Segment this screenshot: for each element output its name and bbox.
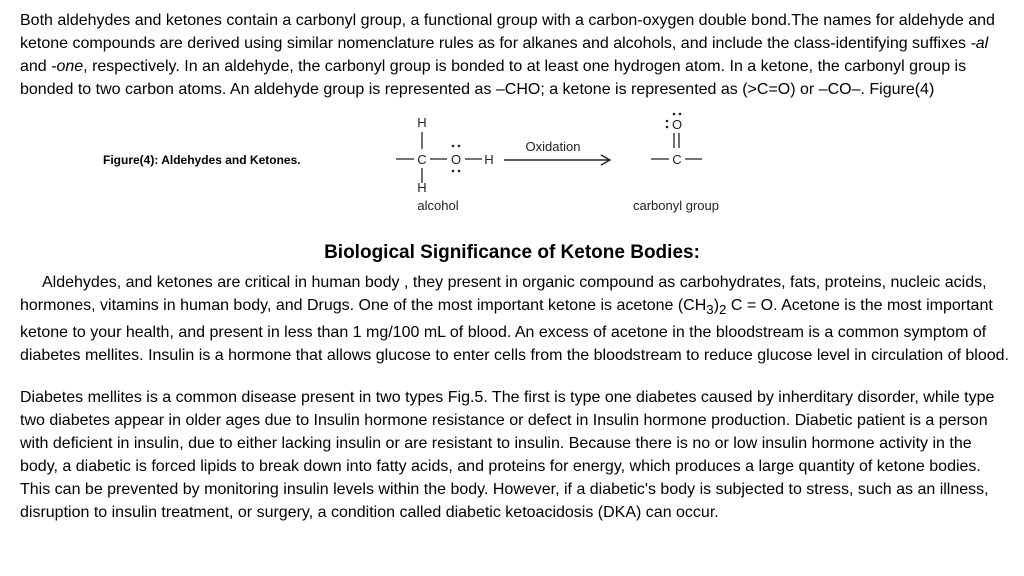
suffix-one: -one xyxy=(51,58,84,75)
lone-pair-dot xyxy=(458,170,461,173)
lone-pair-dot xyxy=(458,145,461,148)
lone-pair-dot xyxy=(452,170,455,173)
atom-c-left: C xyxy=(417,152,427,167)
atom-h-right: H xyxy=(484,152,494,167)
suffix-al: -al xyxy=(970,35,989,52)
atom-o-left: O xyxy=(450,152,462,167)
lone-pair-dot xyxy=(666,120,669,123)
subscript-2: 2 xyxy=(719,302,727,318)
lone-pair-dot xyxy=(666,126,669,129)
label-carbonyl-group: carbonyl group xyxy=(633,198,719,213)
atom-h-bottom: H xyxy=(417,180,427,195)
p1-text-b: ) xyxy=(713,297,720,314)
label-alcohol: alcohol xyxy=(417,198,459,213)
lone-pair-dot xyxy=(679,113,682,116)
subscript-3: 3 xyxy=(706,302,714,318)
lone-pair-dot xyxy=(452,145,455,148)
atom-c-right: C xyxy=(672,152,682,167)
figure-caption: Figure(4): Aldehydes and Ketones. xyxy=(103,153,301,167)
intro-text-1: Both aldehydes and ketones contain a carbonyl group, a functional group with a carbon-oxygen double bond.The names for aldehyde and ketone compounds are derived using similar nomenclature rules as for alkanes and alcohols, and include the class-identifying suffixes xyxy=(20,12,995,52)
body-paragraph-2: Diabetes mellites is a common disease present in two types Fig.5. The first is type one diabetes caused by inherditary disorder, while type two diabetes appear in older ages due to Insulin hormone resistance or defect in Insulin hormone production. Diabetic patient is a person with deficient in insulin, due to either lacking insulin or are resistant to insulin. Because there is no or low insulin hormone activity in the body, a diabetic is forced lipids to break down into fatty acids, and proteins for energy, which produces a large quantity of ketone bodies. This can be prevented by monitoring insulin levels within the body. However, if a diabetic's body is subjected to stress, such as an illness, disruption to insulin treatment, or surgery, a condition called diabetic ketoacidosis (DKA) can occur. xyxy=(20,389,995,521)
intro-and: and xyxy=(20,58,52,75)
atom-o-right: O xyxy=(671,117,683,132)
atom-h-top: H xyxy=(417,115,427,130)
intro-text-2: , respectively. In an aldehyde, the carbonyl group is bonded to at least one hydrogen atom. In a ketone, the carbonyl group is bonded to two carbon atoms. An aldehyde group is represented as –CHO; a ketone is represented as (>C=O) or –CO–. Figure(4) xyxy=(20,58,967,98)
lone-pair-dot xyxy=(673,113,676,116)
body-paragraph-1 xyxy=(20,271,1012,367)
arrow-label: Oxidation xyxy=(525,139,581,154)
intro-paragraph xyxy=(20,9,1012,101)
p1-text-a: Aldehydes, and ketones are critical in human body , they present in organic compound as carbohydrates, fats, proteins, nucleic acids, hormones, vitamins in human body, and Drugs. One of the most important ketone is acetone (CH xyxy=(20,274,987,314)
oxidation-diagram xyxy=(380,108,760,218)
p1-text-c: C = O. Acetone is the most important ketone to your health, and present in less than 1 mg/100 mL of blood. An excess of acetone in the bloodstream is a common symptom of diabetes mellites. Insulin is a hormone that allows glucose to enter cells from the bloodstream to reduce glucose level in circulation of blood. xyxy=(20,297,1009,365)
section-heading: Biological Significance of Ketone Bodies: xyxy=(324,242,700,263)
